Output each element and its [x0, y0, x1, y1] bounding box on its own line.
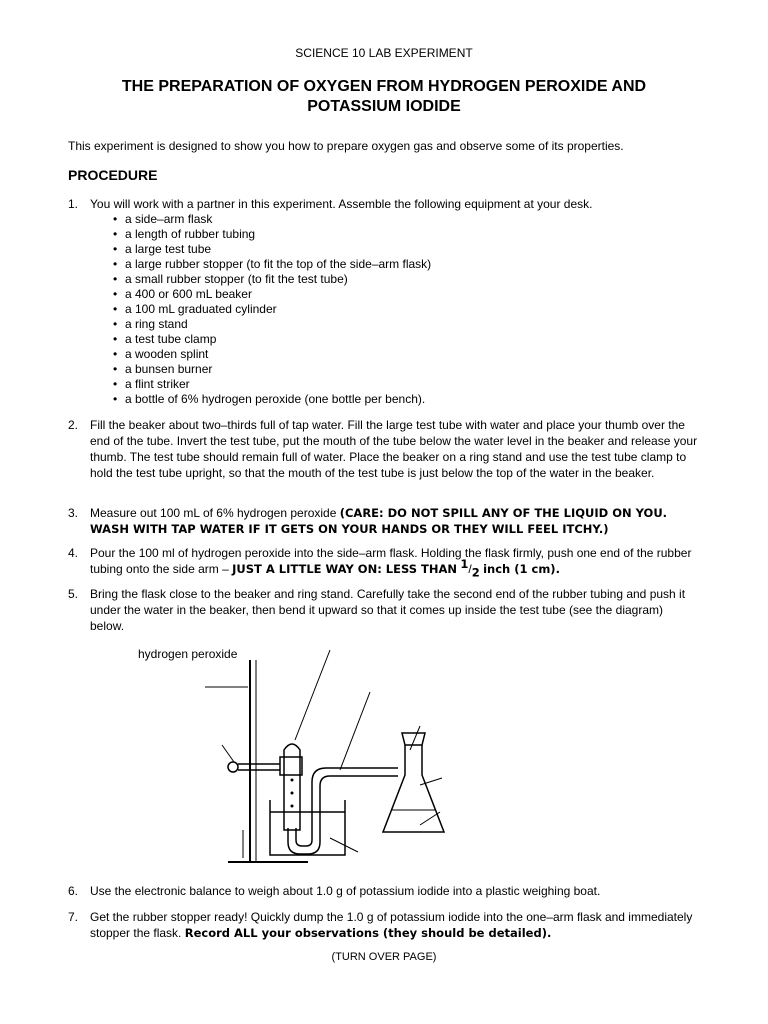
- list-item: • a small rubber stopper (to fit the test tube): [113, 272, 348, 286]
- step-number: 1.: [68, 197, 79, 211]
- step-number: 2.: [68, 418, 79, 432]
- step-6: [68, 883, 700, 899]
- step-text: Measure out 100 mL of 6% hydrogen peroxide (CARE: DO NOT SPILL ANY OF THE LIQUID ON YOU. WASH WITH TAP WATER IF IT GETS ON YOUR HANDS OR THEY WILL FEEL ITCHY.): [90, 506, 668, 536]
- step-text: Use the electronic balance to weigh about 1.0 g of potassium iodide into a plastic weighing boat.: [90, 884, 601, 898]
- bullet-icon: •: [113, 332, 118, 346]
- leader-line: [330, 838, 358, 852]
- rubber-tubing: [288, 776, 398, 854]
- list-item: • a wooden splint: [113, 347, 209, 361]
- rubber-tubing: [296, 768, 398, 846]
- diagram-label: hydrogen peroxide: [138, 647, 238, 661]
- step-number: 5.: [68, 587, 79, 601]
- title-line-2: POTASSIUM IODIDE: [307, 98, 461, 115]
- clamp-knob-icon: [228, 762, 238, 772]
- bubble-icon: [291, 779, 294, 782]
- step-text: You will work with a partner in this experiment. Assemble the following equipment at your desk.: [90, 197, 593, 211]
- list-item: • a large rubber stopper (to fit the top of the side–arm flask): [113, 257, 432, 271]
- bullet-icon: •: [113, 212, 118, 226]
- leader-line: [222, 745, 234, 762]
- bullet-icon: •: [113, 287, 118, 301]
- bullet-icon: •: [113, 257, 118, 271]
- list-item: • a length of rubber tubing: [113, 227, 256, 241]
- step-number: 3.: [68, 506, 79, 520]
- equipment-list: [90, 212, 700, 407]
- side-arm-flask: [383, 745, 444, 832]
- safety-warning: (CARE: DO NOT SPILL ANY OF THE LIQUID ON YOU. WASH WITH TAP WATER IF IT GETS ON YOUR HANDS OR THEY WILL FEEL ITCHY.): [90, 506, 668, 536]
- step-text: Pour the 100 ml of hydrogen peroxide into the side–arm flask. Holding the flask firmly, push one end of the rubber tubing onto the side arm – JUST A LITTLE WAY ON: LESS THAN $^1/_2$ inch (1 cm).: [90, 546, 692, 580]
- page-footer: (TURN OVER PAGE): [331, 951, 437, 963]
- step-5: [68, 586, 700, 634]
- list-item: • a test tube clamp: [113, 332, 217, 346]
- bullet-icon: •: [113, 242, 118, 256]
- apparatus-diagram: [130, 640, 470, 870]
- step-text: Bring the flask close to the beaker and ring stand. Carefully take the second end of the rubber tubing and push it under the water in the beaker, then bend it upward so that it comes up inside the test tube (see the diagram) below.: [90, 587, 686, 633]
- list-item: • a ring stand: [113, 317, 188, 331]
- bullet-icon: •: [113, 392, 118, 406]
- bullet-icon: •: [113, 347, 118, 361]
- flask-stopper: [402, 733, 425, 745]
- bullet-icon: •: [113, 272, 118, 286]
- list-item: • a large test tube: [113, 242, 212, 256]
- step-2: [68, 417, 700, 481]
- step-4: [68, 545, 700, 580]
- step-text: Get the rubber stopper ready! Quickly dump the 1.0 g of potassium iodide into the one–arm flask and immediately stopper the flask. Record ALL your observations (they should be detailed).: [90, 910, 693, 940]
- leader-line: [410, 726, 420, 750]
- bullet-icon: •: [113, 317, 118, 331]
- bubble-icon: [291, 792, 294, 795]
- list-item: • a 100 mL graduated cylinder: [113, 302, 277, 316]
- list-item: • a side–arm flask: [113, 212, 213, 226]
- list-item: • a bottle of 6% hydrogen peroxide (one bottle per bench).: [113, 392, 426, 406]
- list-item: • a 400 or 600 mL beaker: [113, 287, 252, 301]
- step-7: [68, 909, 700, 941]
- title-line-1: THE PREPARATION OF OXYGEN FROM HYDROGEN PEROXIDE AND: [121, 78, 647, 95]
- page-title: [60, 77, 708, 117]
- bubble-icon: [291, 805, 294, 808]
- step-text: Fill the beaker about two–thirds full of tap water. Fill the large test tube with water and place your thumb over the end of the tube. Invert the test tube, put the mouth of the tube below the water level in the beaker and release your thumb. The test tube should remain full of water. Place the beaker on a ring stand and use the test tube clamp to hold the test tube upright, so that the mouth of the test tube is just below the top of the water in the beaker.: [90, 418, 698, 480]
- step-1: [68, 197, 700, 407]
- step-number: 7.: [68, 910, 79, 924]
- step-number: 4.: [68, 546, 79, 560]
- step-number: 6.: [68, 884, 79, 898]
- apparatus-svg: [130, 640, 470, 870]
- list-item: • a flint striker: [113, 377, 190, 391]
- list-item: • a bunsen burner: [113, 362, 213, 376]
- leader-line: [295, 650, 330, 740]
- course-header: SCIENCE 10 LAB EXPERIMENT: [295, 46, 473, 60]
- bullet-icon: •: [113, 227, 118, 241]
- procedure-heading: PROCEDURE: [68, 167, 158, 183]
- intro-paragraph: This experiment is designed to show you how to prepare oxygen gas and observe some of its properties.: [68, 139, 624, 153]
- leader-line: [340, 692, 370, 770]
- bullet-icon: •: [113, 302, 118, 316]
- step-3: [68, 505, 700, 537]
- bullet-icon: •: [113, 377, 118, 391]
- bullet-icon: •: [113, 362, 118, 376]
- beaker: [270, 800, 345, 855]
